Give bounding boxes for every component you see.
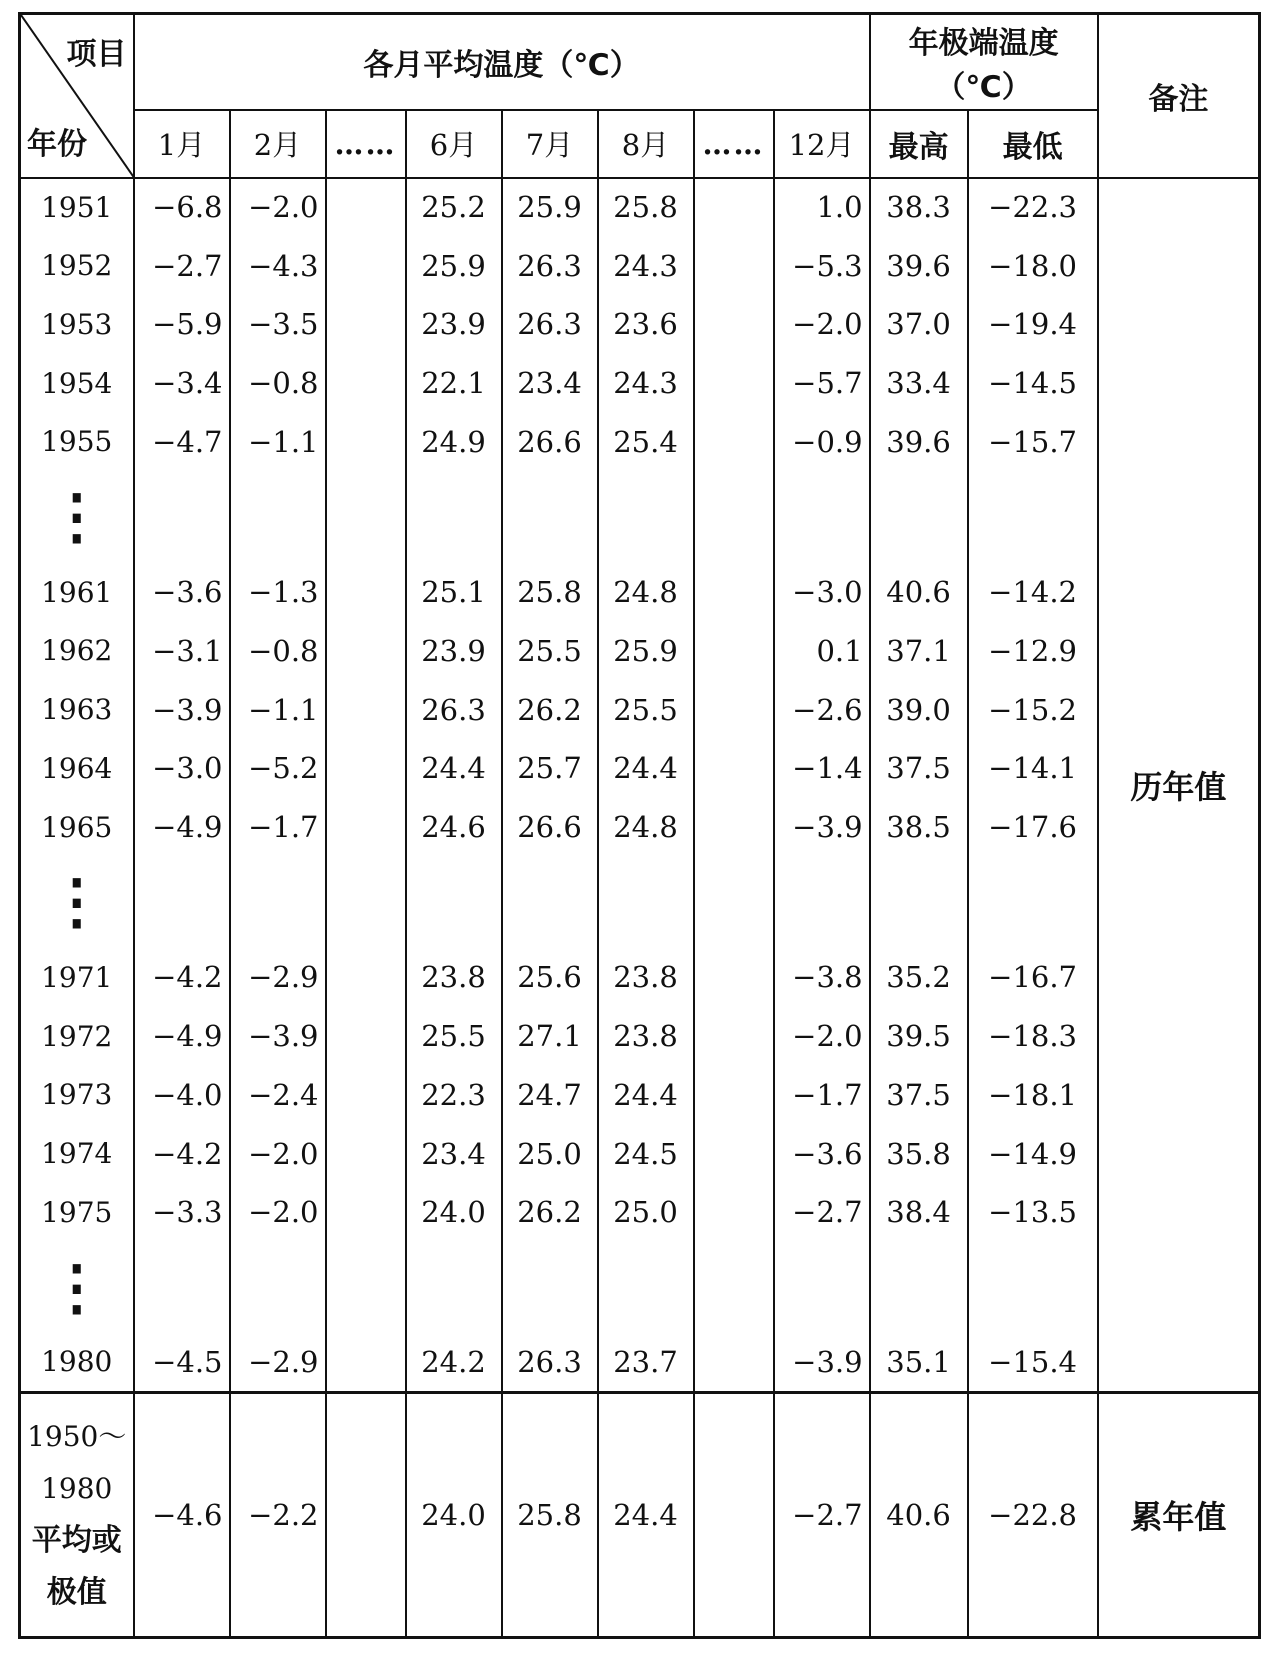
jan-temp-cell: −4.2 — [134, 948, 230, 1007]
vertical-ellipsis — [20, 857, 134, 949]
empty-cell — [598, 1242, 694, 1334]
table-row — [20, 798, 1260, 857]
min-temp-cell: −22.3 — [968, 178, 1098, 237]
jun-temp-cell: 25.1 — [406, 563, 502, 622]
jun-temp-cell: 25.9 — [406, 236, 502, 295]
empty-cell — [406, 857, 502, 949]
gap-cell — [326, 563, 406, 622]
vertical-ellipsis-glyph: ⋮ — [46, 867, 107, 938]
max-temp-cell: 35.8 — [870, 1124, 968, 1183]
empty-cell — [326, 471, 406, 563]
gap-cell — [326, 680, 406, 739]
gap-cell — [694, 354, 774, 413]
empty-cell — [406, 471, 502, 563]
gap-cell — [326, 1392, 406, 1638]
jul-temp-cell: 25.5 — [502, 622, 598, 681]
aug-temp-cell: 25.4 — [598, 413, 694, 472]
jun-temp-cell: 26.3 — [406, 680, 502, 739]
max-temp-cell: 39.5 — [870, 1007, 968, 1066]
max-temp-cell: 37.5 — [870, 1066, 968, 1125]
min-temp-cell: −18.1 — [968, 1066, 1098, 1125]
empty-cell — [694, 471, 774, 563]
empty-cell — [326, 1242, 406, 1334]
gap-cell — [694, 948, 774, 1007]
year-cell: 1964 — [20, 739, 134, 798]
corner-label-item: 项目 — [66, 37, 127, 72]
dec-temp-cell: −3.9 — [774, 798, 870, 857]
max-temp-cell: 37.0 — [870, 295, 968, 354]
max-temp-cell: 33.4 — [870, 354, 968, 413]
year-cell: 1975 — [20, 1183, 134, 1242]
year-cell: 1954 — [20, 354, 134, 413]
jul-temp-cell: 25.0 — [502, 1124, 598, 1183]
vertical-ellipsis — [20, 471, 134, 563]
jun-temp-cell: 22.3 — [406, 1066, 502, 1125]
jun-temp-cell: 25.5 — [406, 1007, 502, 1066]
dec-temp-cell: −0.9 — [774, 413, 870, 472]
gap-cell — [326, 178, 406, 237]
feb-temp-cell: −1.1 — [230, 413, 326, 472]
empty-cell — [326, 857, 406, 949]
month-header-cell: …… — [326, 110, 406, 178]
gap-cell — [694, 178, 774, 237]
min-temp-cell: −14.9 — [968, 1124, 1098, 1183]
feb-temp-cell: −3.5 — [230, 295, 326, 354]
extreme-min-header: 最低 — [968, 110, 1098, 178]
ellipsis-row — [20, 857, 1260, 949]
gap-cell — [694, 798, 774, 857]
aug-temp-cell: 24.8 — [598, 798, 694, 857]
max-temp-cell: 38.4 — [870, 1183, 968, 1242]
jul-temp-cell: 26.6 — [502, 413, 598, 472]
gap-cell — [694, 1392, 774, 1638]
jun-temp-cell: 24.9 — [406, 413, 502, 472]
remarks-header: 备注 — [1098, 14, 1260, 178]
jan-temp-cell: −4.9 — [134, 798, 230, 857]
table-row — [20, 236, 1260, 295]
feb-temp-cell: −2.9 — [230, 1333, 326, 1392]
min-temp-cell: −16.7 — [968, 948, 1098, 1007]
aug-temp-cell: 24.5 — [598, 1124, 694, 1183]
summary-label-line: 1950～ — [27, 1419, 127, 1453]
corner-header-cell — [20, 14, 134, 178]
gap-cell — [694, 563, 774, 622]
jun-temp-cell: 24.2 — [406, 1333, 502, 1392]
gap-cell — [694, 622, 774, 681]
vertical-ellipsis-glyph: ⋮ — [46, 482, 107, 552]
corner-label-year: 年份 — [27, 126, 87, 162]
dec-temp-cell: −5.3 — [774, 236, 870, 295]
jun-temp-cell: 25.2 — [406, 178, 502, 237]
gap-cell — [326, 739, 406, 798]
jan-temp-cell: −2.7 — [134, 236, 230, 295]
max-temp-cell: 37.5 — [870, 739, 968, 798]
empty-cell — [230, 471, 326, 563]
year-cell: 1971 — [20, 948, 134, 1007]
empty-cell — [502, 471, 598, 563]
min-temp-cell: −14.1 — [968, 739, 1098, 798]
aug-temp-cell: 25.5 — [598, 680, 694, 739]
jul-temp-cell: 27.1 — [502, 1007, 598, 1066]
dec-temp-cell: −3.9 — [774, 1333, 870, 1392]
year-cell: 1963 — [20, 680, 134, 739]
dec-temp-cell: 0.1 — [774, 622, 870, 681]
empty-cell — [968, 471, 1098, 563]
table-row — [20, 1183, 1260, 1242]
summary-label-line: 平均或 — [31, 1522, 122, 1558]
jun-temp-cell: 23.4 — [406, 1124, 502, 1183]
jul-temp-cell: 25.9 — [502, 178, 598, 237]
min-temp-cell: −17.6 — [968, 798, 1098, 857]
aug-temp-cell: 25.8 — [598, 178, 694, 237]
summary-aug-cell: 24.4 — [598, 1392, 694, 1638]
gap-cell — [694, 1183, 774, 1242]
jun-temp-cell: 23.8 — [406, 948, 502, 1007]
month-header-cell: 8月 — [598, 110, 694, 178]
min-temp-cell: −15.2 — [968, 680, 1098, 739]
max-temp-cell: 39.6 — [870, 236, 968, 295]
aug-temp-cell: 24.8 — [598, 563, 694, 622]
jul-temp-cell: 25.7 — [502, 739, 598, 798]
gap-cell — [326, 413, 406, 472]
max-temp-cell: 40.6 — [870, 563, 968, 622]
dec-temp-cell: −2.7 — [774, 1183, 870, 1242]
min-temp-cell: −13.5 — [968, 1183, 1098, 1242]
jul-temp-cell: 24.7 — [502, 1066, 598, 1125]
empty-cell — [502, 1242, 598, 1334]
aug-temp-cell: 23.6 — [598, 295, 694, 354]
year-cell: 1980 — [20, 1333, 134, 1392]
jul-temp-cell: 26.2 — [502, 1183, 598, 1242]
gap-cell — [694, 1066, 774, 1125]
jul-temp-cell: 26.2 — [502, 680, 598, 739]
annual-extreme-header — [870, 14, 1098, 110]
gap-cell — [326, 236, 406, 295]
year-cell: 1953 — [20, 295, 134, 354]
year-cell: 1972 — [20, 1007, 134, 1066]
jul-temp-cell: 25.8 — [502, 563, 598, 622]
summary-feb-cell: −2.2 — [230, 1392, 326, 1638]
feb-temp-cell: −3.9 — [230, 1007, 326, 1066]
dec-temp-cell: −2.0 — [774, 1007, 870, 1066]
table-row — [20, 563, 1260, 622]
jan-temp-cell: −3.0 — [134, 739, 230, 798]
empty-cell — [870, 471, 968, 563]
dec-temp-cell: −1.7 — [774, 1066, 870, 1125]
jan-temp-cell: −3.3 — [134, 1183, 230, 1242]
month-header-cell: 7月 — [502, 110, 598, 178]
empty-cell — [870, 1242, 968, 1334]
empty-cell — [502, 857, 598, 949]
month-header-cell: 6月 — [406, 110, 502, 178]
year-cell: 1974 — [20, 1124, 134, 1183]
table-row — [20, 680, 1260, 739]
dec-temp-cell: −2.6 — [774, 680, 870, 739]
table-row — [20, 354, 1260, 413]
gap-cell — [326, 622, 406, 681]
feb-temp-cell: −0.8 — [230, 354, 326, 413]
gap-cell — [694, 413, 774, 472]
dec-temp-cell: −5.7 — [774, 354, 870, 413]
jan-temp-cell: −3.4 — [134, 354, 230, 413]
month-header-cell: 2月 — [230, 110, 326, 178]
max-temp-cell: 39.6 — [870, 413, 968, 472]
feb-temp-cell: −1.3 — [230, 563, 326, 622]
jan-temp-cell: −4.0 — [134, 1066, 230, 1125]
summary-max-cell: 40.6 — [870, 1392, 968, 1638]
ellipsis-row — [20, 471, 1260, 563]
min-temp-cell: −14.5 — [968, 354, 1098, 413]
gap-cell — [326, 1007, 406, 1066]
min-temp-cell: −14.2 — [968, 563, 1098, 622]
max-temp-cell: 35.1 — [870, 1333, 968, 1392]
gap-cell — [694, 739, 774, 798]
year-cell: 1952 — [20, 236, 134, 295]
feb-temp-cell: −4.3 — [230, 236, 326, 295]
empty-cell — [774, 1242, 870, 1334]
jul-temp-cell: 26.6 — [502, 798, 598, 857]
feb-temp-cell: −2.9 — [230, 948, 326, 1007]
table-row — [20, 413, 1260, 472]
aug-temp-cell: 24.3 — [598, 354, 694, 413]
month-header-cell: 1月 — [134, 110, 230, 178]
dec-temp-cell: −1.4 — [774, 739, 870, 798]
empty-cell — [230, 1242, 326, 1334]
aug-temp-cell: 23.7 — [598, 1333, 694, 1392]
empty-cell — [134, 1242, 230, 1334]
summary-jun-cell: 24.0 — [406, 1392, 502, 1638]
gap-cell — [326, 1333, 406, 1392]
aug-temp-cell: 24.4 — [598, 739, 694, 798]
monthly-average-header: 各月平均温度（℃） — [134, 14, 870, 110]
jun-temp-cell: 22.1 — [406, 354, 502, 413]
dec-temp-cell: 1.0 — [774, 178, 870, 237]
jan-temp-cell: −5.9 — [134, 295, 230, 354]
summary-label-cell — [20, 1392, 134, 1638]
month-header-row — [20, 110, 1260, 178]
empty-cell — [694, 857, 774, 949]
empty-cell — [134, 857, 230, 949]
max-temp-cell: 39.0 — [870, 680, 968, 739]
year-cell: 1965 — [20, 798, 134, 857]
jan-temp-cell: −3.6 — [134, 563, 230, 622]
table-row — [20, 1066, 1260, 1125]
jan-temp-cell: −3.9 — [134, 680, 230, 739]
aug-temp-cell: 24.4 — [598, 1066, 694, 1125]
jan-temp-cell: −4.7 — [134, 413, 230, 472]
empty-cell — [774, 857, 870, 949]
ellipsis-row — [20, 1242, 1260, 1334]
empty-cell — [870, 857, 968, 949]
vertical-ellipsis — [20, 1242, 134, 1334]
feb-temp-cell: −2.0 — [230, 1124, 326, 1183]
table-body — [20, 178, 1260, 1638]
max-temp-cell: 37.1 — [870, 622, 968, 681]
gap-cell — [694, 1333, 774, 1392]
year-cell: 1973 — [20, 1066, 134, 1125]
summary-label-line: 1980 — [41, 1471, 113, 1505]
min-temp-cell: −15.4 — [968, 1333, 1098, 1392]
jul-temp-cell: 26.3 — [502, 236, 598, 295]
aug-temp-cell: 25.0 — [598, 1183, 694, 1242]
gap-cell — [694, 236, 774, 295]
gap-cell — [326, 798, 406, 857]
table-row — [20, 1333, 1260, 1392]
jul-temp-cell: 23.4 — [502, 354, 598, 413]
aug-temp-cell: 23.8 — [598, 948, 694, 1007]
jan-temp-cell: −4.5 — [134, 1333, 230, 1392]
aug-temp-cell: 23.8 — [598, 1007, 694, 1066]
jul-temp-cell: 26.3 — [502, 1333, 598, 1392]
empty-cell — [230, 857, 326, 949]
jun-temp-cell: 23.9 — [406, 295, 502, 354]
min-temp-cell: −18.0 — [968, 236, 1098, 295]
gap-cell — [326, 1066, 406, 1125]
summary-jan-cell: −4.6 — [134, 1392, 230, 1638]
year-cell: 1955 — [20, 413, 134, 472]
jan-temp-cell: −3.1 — [134, 622, 230, 681]
jan-temp-cell: −4.9 — [134, 1007, 230, 1066]
empty-cell — [968, 857, 1098, 949]
min-temp-cell: −19.4 — [968, 295, 1098, 354]
annual-extreme-unit: （℃） — [935, 69, 1032, 105]
min-temp-cell: −12.9 — [968, 622, 1098, 681]
empty-cell — [968, 1242, 1098, 1334]
feb-temp-cell: −1.1 — [230, 680, 326, 739]
aug-temp-cell: 25.9 — [598, 622, 694, 681]
remarks-cumulative-cell: 累年值 — [1098, 1392, 1260, 1638]
temperature-table-container — [18, 12, 1258, 1639]
dec-temp-cell: −2.0 — [774, 295, 870, 354]
month-header-cell: 12月 — [774, 110, 870, 178]
temperature-table — [18, 12, 1261, 1639]
table-row — [20, 622, 1260, 681]
jan-temp-cell: −6.8 — [134, 178, 230, 237]
max-temp-cell: 38.5 — [870, 798, 968, 857]
empty-cell — [598, 471, 694, 563]
table-row — [20, 178, 1260, 237]
table-row — [20, 295, 1260, 354]
empty-cell — [774, 471, 870, 563]
gap-cell — [694, 680, 774, 739]
feb-temp-cell: −0.8 — [230, 622, 326, 681]
empty-cell — [406, 1242, 502, 1334]
gap-cell — [326, 1183, 406, 1242]
feb-temp-cell: −2.0 — [230, 1183, 326, 1242]
annual-extreme-title: 年极端温度 — [908, 25, 1059, 61]
summary-jul-cell: 25.8 — [502, 1392, 598, 1638]
gap-cell — [694, 1124, 774, 1183]
jun-temp-cell: 24.6 — [406, 798, 502, 857]
gap-cell — [326, 354, 406, 413]
remarks-annual-cell: 历年值 — [1098, 178, 1260, 1393]
jun-temp-cell: 24.4 — [406, 739, 502, 798]
dec-temp-cell: −3.6 — [774, 1124, 870, 1183]
min-temp-cell: −18.3 — [968, 1007, 1098, 1066]
min-temp-cell: −15.7 — [968, 413, 1098, 472]
gap-cell — [694, 295, 774, 354]
summary-min-cell: −22.8 — [968, 1392, 1098, 1638]
gap-cell — [694, 1007, 774, 1066]
gap-cell — [326, 948, 406, 1007]
max-temp-cell: 35.2 — [870, 948, 968, 1007]
year-cell: 1962 — [20, 622, 134, 681]
gap-cell — [326, 1124, 406, 1183]
dec-temp-cell: −3.8 — [774, 948, 870, 1007]
feb-temp-cell: −2.4 — [230, 1066, 326, 1125]
extreme-max-header: 最高 — [870, 110, 968, 178]
jun-temp-cell: 23.9 — [406, 622, 502, 681]
max-temp-cell: 38.3 — [870, 178, 968, 237]
summary-dec-cell: −2.7 — [774, 1392, 870, 1638]
empty-cell — [694, 1242, 774, 1334]
dec-temp-cell: −3.0 — [774, 563, 870, 622]
vertical-ellipsis-glyph: ⋮ — [46, 1252, 107, 1323]
feb-temp-cell: −2.0 — [230, 178, 326, 237]
table-row — [20, 739, 1260, 798]
feb-temp-cell: −5.2 — [230, 739, 326, 798]
feb-temp-cell: −1.7 — [230, 798, 326, 857]
year-cell: 1951 — [20, 178, 134, 237]
jul-temp-cell: 26.3 — [502, 295, 598, 354]
summary-label-line: 极值 — [46, 1574, 107, 1610]
jul-temp-cell: 25.6 — [502, 948, 598, 1007]
empty-cell — [598, 857, 694, 949]
jan-temp-cell: −4.2 — [134, 1124, 230, 1183]
table-row — [20, 1007, 1260, 1066]
summary-row — [20, 1392, 1260, 1638]
table-row — [20, 1124, 1260, 1183]
gap-cell — [326, 295, 406, 354]
aug-temp-cell: 24.3 — [598, 236, 694, 295]
month-header-cell: …… — [694, 110, 774, 178]
table-row — [20, 948, 1260, 1007]
year-cell: 1961 — [20, 563, 134, 622]
jun-temp-cell: 24.0 — [406, 1183, 502, 1242]
empty-cell — [134, 471, 230, 563]
